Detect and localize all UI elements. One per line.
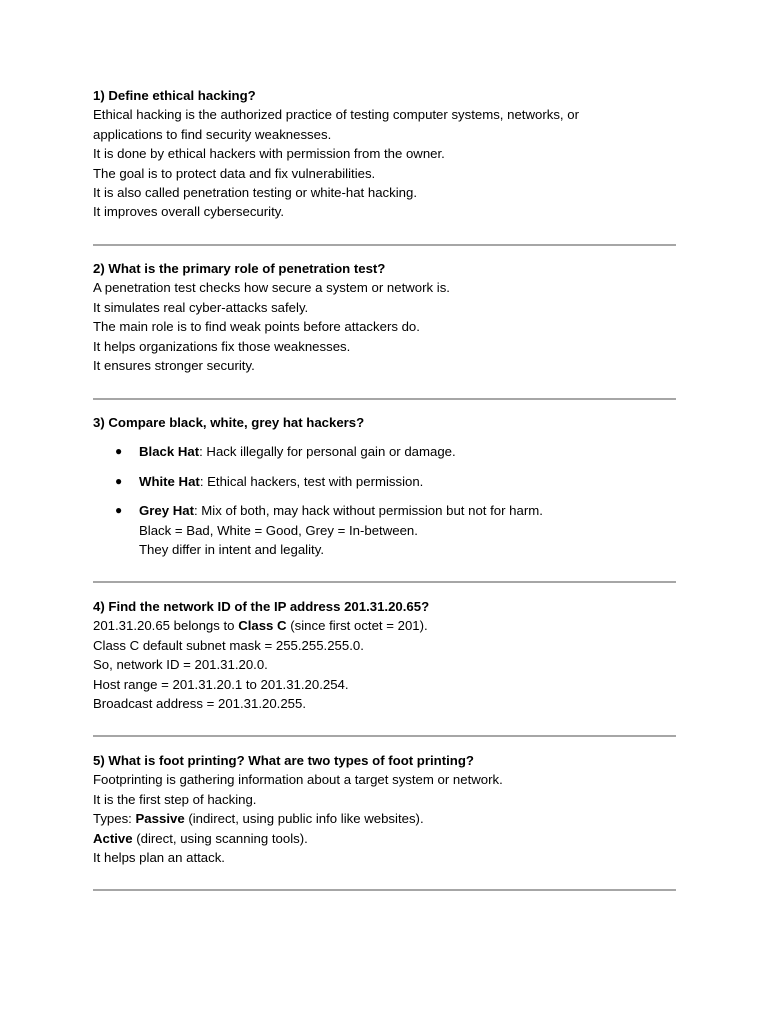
text-segment: Types: xyxy=(93,811,136,827)
class-c-label: Class C xyxy=(238,618,287,634)
list-item-black-hat xyxy=(93,442,693,461)
answer-line: Footprinting is gathering information about a target system or network. xyxy=(93,772,503,788)
answer-line: Broadcast address = 201.31.20.255. xyxy=(93,695,306,711)
answer-line xyxy=(93,809,693,828)
answer-line: It improves overall cybersecurity. xyxy=(93,204,285,220)
section-foot-printing xyxy=(93,751,693,867)
answer-line: applications to find security weaknesses. xyxy=(93,126,332,142)
section-penetration-test xyxy=(93,259,693,375)
bullet-icon: ● xyxy=(115,444,123,459)
answer-line: It helps plan an attack. xyxy=(93,849,225,865)
answer-line: Ethical hacking is the authorized practice of testing computer systems, networks, or xyxy=(93,107,579,123)
section-divider xyxy=(93,398,676,400)
section-network-id xyxy=(93,597,693,713)
list-item-white-hat xyxy=(93,472,693,491)
answer-line: Host range = 201.31.20.1 to 201.31.20.254. xyxy=(93,676,349,692)
passive-label: Passive xyxy=(135,811,185,827)
section-hat-hackers xyxy=(93,413,693,559)
answer-line: It is done by ethical hackers with permission from the owner. xyxy=(93,146,445,162)
answer-line: It simulates real cyber-attacks safely. xyxy=(93,299,309,315)
list-item-continuation xyxy=(93,540,693,559)
term-label: Grey Hat xyxy=(139,503,194,519)
hacker-types-list xyxy=(93,442,693,559)
text-segment: (since first octet = 201). xyxy=(286,618,428,634)
question-heading: 3) Compare black, white, grey hat hackers? xyxy=(93,415,365,430)
answer-line: It is also called penetration testing or white-hat hacking. xyxy=(93,184,418,200)
answer-line: So, network ID = 201.31.20.0. xyxy=(93,657,268,673)
answer-line: Class C default subnet mask = 255.255.255.0. xyxy=(93,637,364,653)
text-segment: (direct, using scanning tools). xyxy=(132,830,308,846)
list-item-grey-hat xyxy=(93,501,693,520)
bullet-icon: ● xyxy=(115,473,123,488)
bullet-icon: ● xyxy=(115,503,123,518)
question-heading: 5) What is foot printing? What are two types of foot printing? xyxy=(93,753,474,768)
section-divider xyxy=(93,581,676,583)
term-description: : Mix of both, may hack without permission but not for harm. xyxy=(193,503,543,519)
answer-line: It helps organizations fix those weaknesses. xyxy=(93,338,351,354)
question-heading: 2) What is the primary role of penetration test? xyxy=(93,261,386,276)
answer-line xyxy=(93,829,693,848)
text-segment: (indirect, using public info like websites). xyxy=(184,811,424,827)
section-ethical-hacking xyxy=(93,86,693,222)
text-segment: 201.31.20.65 belongs to xyxy=(93,618,239,634)
section-divider xyxy=(93,889,676,891)
list-item-continuation xyxy=(93,521,693,540)
section-divider xyxy=(93,735,676,737)
term-description: : Ethical hackers, test with permission. xyxy=(199,473,424,489)
answer-line: A penetration test checks how secure a system or network is. xyxy=(93,280,450,296)
answer-line: Black = Bad, White = Good, Grey = In-between. xyxy=(139,522,418,538)
term-description: : Hack illegally for personal gain or damage. xyxy=(199,444,456,460)
answer-line: It is the first step of hacking. xyxy=(93,791,257,807)
answer-line: The goal is to protect data and fix vulnerabilities. xyxy=(93,165,376,181)
active-label: Active xyxy=(93,830,133,846)
answer-line xyxy=(93,616,693,635)
term-label: White Hat xyxy=(139,473,200,489)
term-label: Black Hat xyxy=(139,444,200,460)
answer-line: They differ in intent and legality. xyxy=(139,541,324,557)
answer-line: The main role is to find weak points before attackers do. xyxy=(93,319,420,335)
answer-line: It ensures stronger security. xyxy=(93,357,255,373)
section-divider xyxy=(93,244,676,246)
question-heading: 4) Find the network ID of the IP address 201.31.20.65? xyxy=(93,599,430,614)
question-heading: 1) Define ethical hacking? xyxy=(93,88,256,103)
